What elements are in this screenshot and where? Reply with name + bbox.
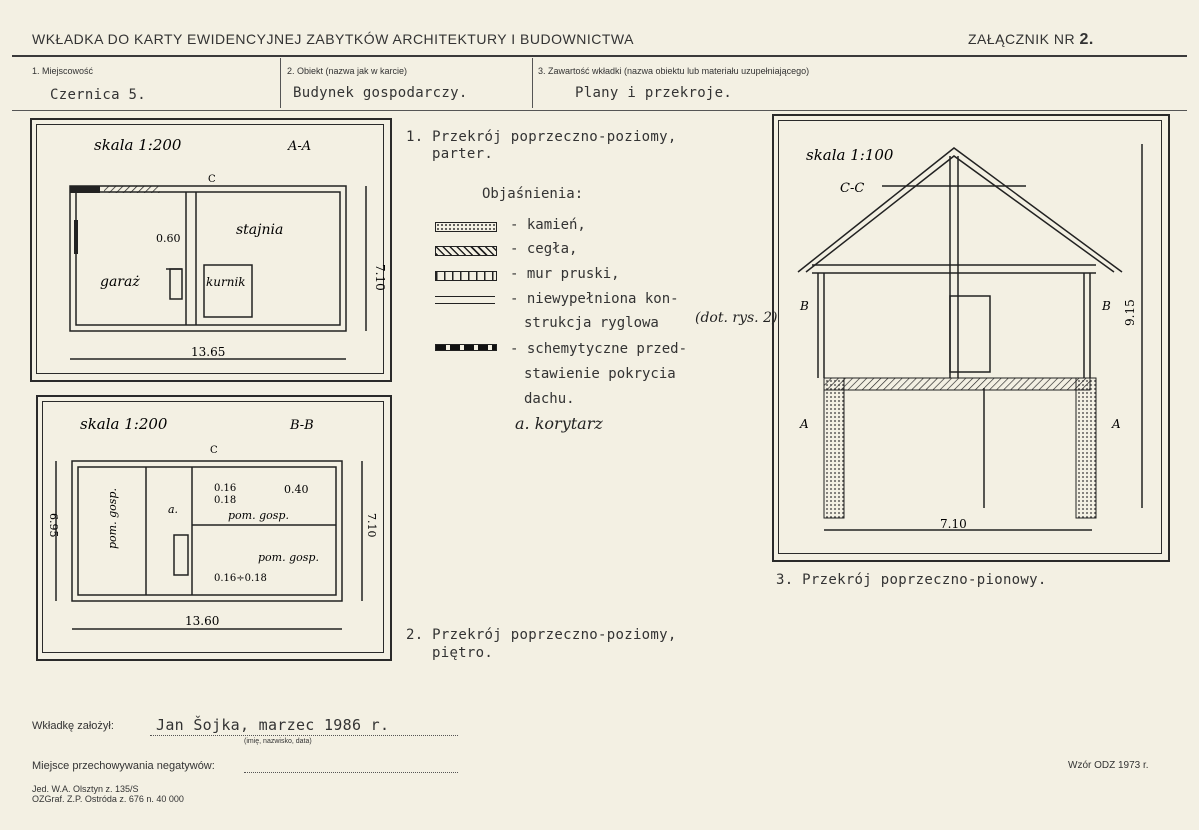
drawing-3-scale: skala 1:100 bbox=[806, 146, 894, 164]
room-stajnia: stajnia bbox=[236, 222, 284, 238]
drawing-2-plan bbox=[42, 401, 382, 651]
content-value: Plany i przekroje. bbox=[575, 85, 733, 101]
fields-rule bbox=[12, 110, 1187, 111]
drawing-2-dim-width: 13.60 bbox=[185, 614, 220, 628]
annex-label-text: ZAŁĄCZNIK NR bbox=[968, 31, 1076, 47]
drawing-2-dim-c: 0.40 bbox=[284, 483, 309, 496]
author-value: Jan Šojka, marzec 1986 r. bbox=[156, 716, 390, 734]
drawing-3-mark-b-left: B bbox=[800, 299, 809, 313]
room-corridor-a: a. bbox=[168, 503, 179, 516]
legend-stone-symbol bbox=[435, 222, 497, 232]
caption-1-line-2: parter. bbox=[432, 146, 494, 162]
content-label: 3. Zawartość wkładki (nazwa obiektu lub materiału uzupełniającego) bbox=[538, 66, 810, 76]
legend-item-half-timber: - mur pruski, bbox=[510, 266, 620, 282]
drawing-2-dim-right: 7.10 bbox=[365, 513, 378, 538]
caption-1-line-1: 1. Przekrój poprzeczno-poziomy, bbox=[406, 129, 677, 145]
caption-3: 3. Przekrój poprzeczno-pionowy. bbox=[776, 572, 1047, 588]
room-garaz: garaż bbox=[100, 274, 140, 290]
room-pom-gosp-1: pom. gosp. bbox=[228, 509, 289, 522]
legend-frame-symbol bbox=[435, 296, 495, 304]
drawing-1-dim-height: 7.10 bbox=[373, 264, 387, 291]
room-pom-gosp-3: pom. gosp. bbox=[106, 488, 119, 549]
drawing-2-section-mark: C bbox=[210, 445, 218, 456]
caption-2-line-1: 2. Przekrój poprzeczno-poziomy, bbox=[406, 627, 677, 643]
drawing-1-dim-wall: 0.60 bbox=[156, 232, 181, 245]
drawing-2-dim-height: 6.95 bbox=[47, 513, 60, 538]
drawing-1-section-mark: C bbox=[208, 174, 216, 185]
drawing-3-section: C-C bbox=[840, 181, 865, 196]
drawing-3-section bbox=[778, 120, 1160, 552]
field-divider bbox=[532, 58, 533, 108]
room-kurnik: kurnik bbox=[206, 275, 246, 289]
negatives-dotted-line bbox=[244, 772, 458, 773]
author-dotted-line bbox=[150, 735, 458, 736]
legend-item-stone: - kamień, bbox=[510, 217, 586, 233]
header-rule bbox=[12, 55, 1187, 57]
drawing-3-mark-b-right: B bbox=[1102, 299, 1111, 313]
drawing-3-mark-a-right: A bbox=[1112, 417, 1121, 431]
legend-roof-symbol bbox=[435, 344, 497, 351]
drawing-1-dim-width: 13.65 bbox=[191, 345, 226, 359]
drawing-3-mark-a-left: A bbox=[800, 417, 809, 431]
legend-corridor-note: a. korytarz bbox=[515, 414, 603, 433]
drawing-1-section: A-A bbox=[288, 139, 312, 154]
drawing-1-scale: skala 1:200 bbox=[94, 136, 182, 154]
drawing-2-scale: skala 1:200 bbox=[80, 415, 168, 433]
document-title: WKŁADKA DO KARTY EWIDENCYJNEJ ZABYTKÓW ARCHITEKTURY I BUDOWNICTWA bbox=[32, 31, 634, 47]
drawing-2-dim-b: 0.18 bbox=[214, 495, 237, 506]
legend-hand-note: (dot. rys. 2) bbox=[695, 310, 778, 326]
drawing-2-dim-a: 0.16 bbox=[214, 483, 237, 494]
annex-label bbox=[968, 31, 1094, 49]
drawing-1-plan bbox=[36, 124, 387, 372]
print-info-line-2: OZGraf. Z.P. Ostróda z. 676 n. 40 000 bbox=[32, 794, 184, 804]
annex-number: 2. bbox=[1079, 31, 1094, 48]
caption-2-line-2: piętro. bbox=[432, 645, 494, 661]
legend-item-roof-3: dachu. bbox=[524, 391, 575, 407]
legend-half-timber-symbol bbox=[435, 271, 497, 281]
legend-item-frame-1: - niewypełniona kon- bbox=[510, 291, 679, 307]
legend-item-roof-2: stawienie pokrycia bbox=[524, 366, 676, 382]
print-info-line-1: Jed. W.A. Olsztyn z. 135/S bbox=[32, 784, 139, 794]
object-label: 2. Obiekt (nazwa jak w karcie) bbox=[287, 66, 408, 76]
legend-brick-symbol bbox=[435, 246, 497, 256]
legend-item-brick: - cegła, bbox=[510, 241, 578, 257]
author-sublabel: (imię, nazwisko, data) bbox=[244, 738, 312, 745]
legend-item-roof-1: - schemytyczne przed- bbox=[510, 341, 688, 357]
drawing-2-dim-d: 0.16÷0.18 bbox=[214, 573, 267, 584]
drawing-3-dim-height: 9.15 bbox=[1123, 299, 1137, 326]
field-divider bbox=[280, 58, 281, 108]
negatives-label: Miejsce przechowywania negatywów: bbox=[32, 760, 215, 772]
drawing-2-section: B-B bbox=[290, 418, 314, 433]
form-code: Wzór ODZ 1973 r. bbox=[1068, 760, 1149, 771]
room-pom-gosp-2: pom. gosp. bbox=[258, 551, 319, 564]
author-label: Wkładkę założył: bbox=[32, 720, 114, 732]
legend-title: Objaśnienia: bbox=[482, 186, 584, 202]
object-value: Budynek gospodarczy. bbox=[293, 85, 468, 101]
drawing-3-dim-width: 7.10 bbox=[940, 517, 967, 531]
legend-item-frame-2: strukcja ryglowa bbox=[524, 315, 659, 331]
locality-value: Czernica 5. bbox=[50, 87, 147, 103]
locality-label: 1. Miejscowość bbox=[32, 66, 94, 76]
